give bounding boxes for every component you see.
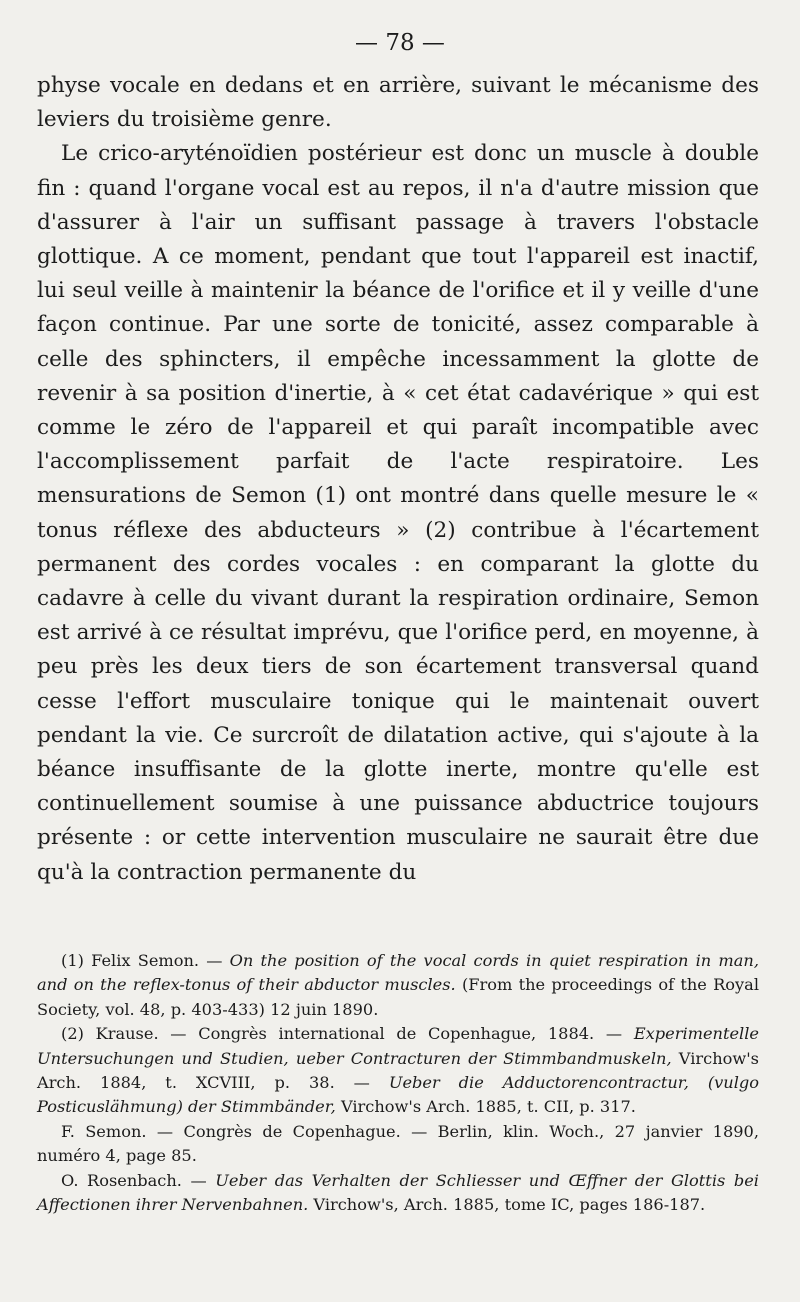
footnote-title: Experimentelle Untersuchungen und Studien, ueber Contracturen der Stimmbandmuskeln,: [37, 1024, 759, 1068]
footnote-2: [37, 1022, 759, 1120]
footnote-title: On the position of the vocal cords in quiet respiration in man, and on the reflex-tonus of their abductor muscles.: [37, 951, 759, 995]
footnote-text: (From the proceedings of the Royal Society, vol. 48, p. 403-433) 12 juin 1890.: [37, 975, 760, 1019]
paragraph: Le crico-aryténoïdien postérieur est donc un muscle à double fin : quand l'organe vocal est au repos, il n'a d'autre mission que d'assurer à l'air un suffisant passage à travers l'obstacle glottique. A ce moment, pendant que tout l'appareil est inactif, lui seul veille à maintenir la béance de l'orifice et il y veille d'une façon continue. Par une sorte de tonicité, assez comparable à celle des sphincters, il empêche incessamment la glotte de revenir à sa position d'inertie, à « cet état cadavérique » qui est comme le zéro de l'appareil et qui paraît incompatible avec l'accomplissement parfait de l'acte respiratoire. Les mensurations de Semon (1) ont montré dans quelle mesure le « tonus réflexe des abducteurs » (2) contribue à l'écartement permanent des cordes vocales : en comparant la glotte du cadavre à celle du vivant durant la respiration ordinaire, Semon est arrivé à ce résultat imprévu, que l'orifice perd, en moyenne, à peu près les deux tiers de son écartement transversal quand cesse l'effort musculaire tonique qui le maintenait ouvert pendant la vie. Ce surcroît de dilatation active, qui s'ajoute à la béance insuffisante de la glotte inerte, montre qu'elle est continuellement soumise à une puissance abductrice toujours présente : or cette intervention musculaire ne saurait être due qu'à la contraction permanente du: [37, 141, 759, 885]
footnote-4: [37, 1169, 759, 1218]
paragraph: physe vocale en dedans et en arrière, suivant le mécanisme des leviers du troisième genre.: [37, 73, 759, 133]
page-number: — 78 —: [355, 30, 445, 56]
footnote-text: O. Rosenbach. —: [61, 1170, 216, 1190]
footnote-text: F. Semon. — Congrès de Copenhague. — Berlin, klin. Woch., 27 janvier 1890, numéro 4, page 85.: [37, 1121, 759, 1166]
footnote-text: Virchow's, Arch. 1885, tome IC, pages 186-187.: [308, 1195, 706, 1215]
footnote-text: (2) Krause. — Congrès international de Copenhague, 1884. —: [61, 1024, 634, 1044]
footnote-title: Ueber das Verhalten der Schliesser und Œffner der Glottis bei Affectionen ihrer Nervenbahnen.: [37, 1170, 759, 1215]
footnote-3: [37, 1120, 759, 1169]
footnote-text: (1) Felix Semon. —: [61, 951, 230, 970]
body-text: [37, 69, 759, 890]
footnotes: [37, 949, 759, 1217]
footnote-text: Virchow's Arch. 1885, t. CII, p. 317.: [335, 1097, 636, 1117]
footnote-title: Ueber die Adductorencontractur, (vulgo Posticuslähmung) der Stimmbänder,: [37, 1073, 759, 1117]
footnote-text: Virchow's Arch. 1884, t. XCVIII, p. 38. —: [37, 1048, 759, 1093]
footnote-1: [37, 949, 759, 1022]
